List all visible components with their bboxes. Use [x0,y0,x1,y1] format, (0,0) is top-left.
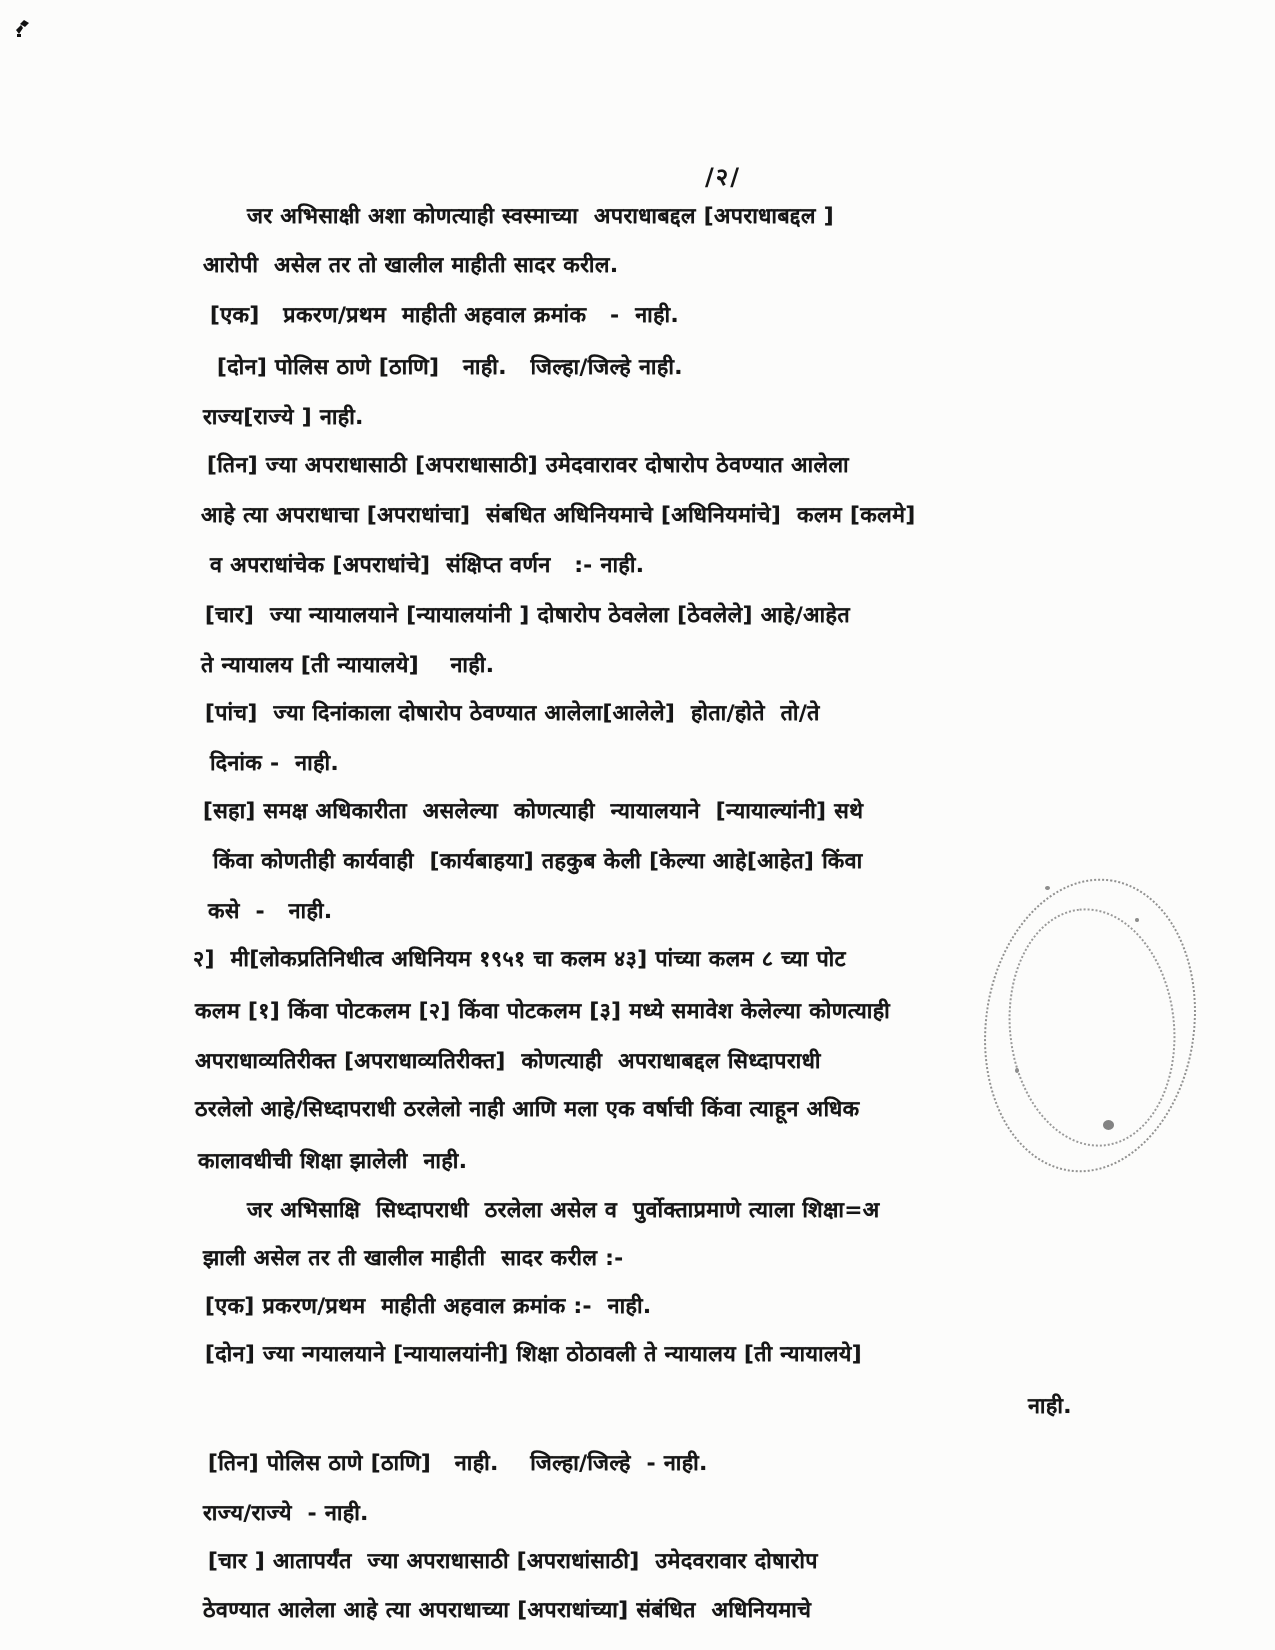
corner-ink-mark-icon [12,16,34,42]
text-line: दिनांक - नाही. [210,751,340,776]
text-line: अपराधाव्यतिरीक्त [अपराधाव्यतिरीक्त] कोणत्याही अपराधाबद्दल सिध्दापराधी [195,1049,821,1074]
stamp-inner-ring [997,900,1187,1155]
stamp-fleck [1015,1068,1019,1073]
text-line: [तिन] ज्या अपराधासाठी [अपराधासाठी] उमेदवारावर दोषारोप ठेवण्यात आलेला [207,453,849,478]
text-line: [दोन] ज्या न्गयालयाने [न्यायालयांनी] शिक्षा ठोठावली ते न्यायालय [ती न्यायालये] [205,1342,863,1367]
text-line: [चार] ज्या न्यायालयाने [न्यायालयांनी ] दोषारोप ठेवलेला [ठेवलेले] आहे/आहेत [205,603,850,628]
text-line: जर अभिसाक्षि सिध्दापराधी ठरलेला असेल व पुर्वोक्ताप्रमाणे त्याला शिक्षा=अ [247,1198,880,1223]
text-line: [पांच] ज्या दिनांकाला दोषारोप ठेवण्यात आलेला[आलेले] होता/होते तो/ते [205,701,820,726]
text-line: [सहा] समक्ष अधिकारीता असलेल्या कोणत्याही न्यायालयाने [न्यायाल्यांनी] सथे [203,799,864,824]
stamp-outer-ring [965,865,1214,1186]
text-line: किंवा कोणतीही कार्यवाही [कार्यबाहया] तहकुब केली [केल्या आहे[आहेत] किंवा [213,849,863,874]
stamp-fleck [1135,918,1139,922]
text-line: व अपराधांचेक [अपराधांचे] संक्षिप्त वर्णन :- नाही. [210,553,645,578]
text-line: [एक] प्रकरण/प्रथम माहीती अहवाल क्रमांक - नाही. [210,303,680,328]
text-line: कसे - नाही. [208,899,333,924]
text-line: कलम [१] किंवा पोटकलम [२] किंवा पोटकलम [३] मध्ये समावेश केलेल्या कोणत्याही [195,999,891,1024]
page-number: /२/ [705,163,742,191]
stamp-fleck [1045,886,1050,890]
text-line: नाही. [1028,1394,1072,1419]
text-line: आरोपी असेल तर तो खालील माहीती सादर करील. [203,253,619,278]
text-line: आहे त्या अपराधाचा [अपराधांचा] संबधित अधिनियमाचे [अधिनियमांचे] कलम [कलमे] [201,503,916,528]
text-line: ते न्यायालय [ती न्यायालये] नाही. [201,653,495,678]
round-stamp [985,878,1195,1173]
text-line: ठरलेलो आहे/सिध्दापराधी ठरलेलो नाही आणि मला एक वर्षाची किंवा त्याहून अधिक [195,1097,860,1122]
text-line: राज्य[राज्ये ] नाही. [203,405,364,430]
text-line: राज्य/राज्ये - नाही. [203,1501,369,1526]
text-line: [चार ] आतापर्यंत ज्या अपराधासाठी [अपराधांसाठी] उमेदवरावार दोषारोप [208,1549,818,1574]
text-line: ठेवण्यात आलेला आहे त्या अपराधाच्या [अपराधांच्या] संबंधित अधिनियमाचे [203,1598,812,1623]
text-line: जर अभिसाक्षी अशा कोणत्याही स्वस्माच्या अपराधाबद्दल [अपराधाबद्दल ] [247,204,834,229]
text-line: झाली असेल तर ती खालील माहीती सादर करील :- [203,1246,624,1271]
text-line: २] मी[लोकप्रतिनिधीत्व अधिनियम १९५१ चा कलम ४३] पांच्या कलम ८ च्या पोट [193,947,846,972]
text-line: कालावधीची शिक्षा झालेली नाही. [198,1149,468,1174]
text-line: [एक] प्रकरण/प्रथम माहीती अहवाल क्रमांक :- नाही. [205,1294,652,1319]
text-line: [दोन] पोलिस ठाणे [ठाणि] नाही. जिल्हा/जिल्हे नाही. [217,355,683,380]
text-line: [तिन] पोलिस ठाणे [ठाणि] नाही. जिल्हा/जिल्हे - नाही. [208,1451,708,1476]
stamp-ink-blob [1103,1120,1114,1130]
